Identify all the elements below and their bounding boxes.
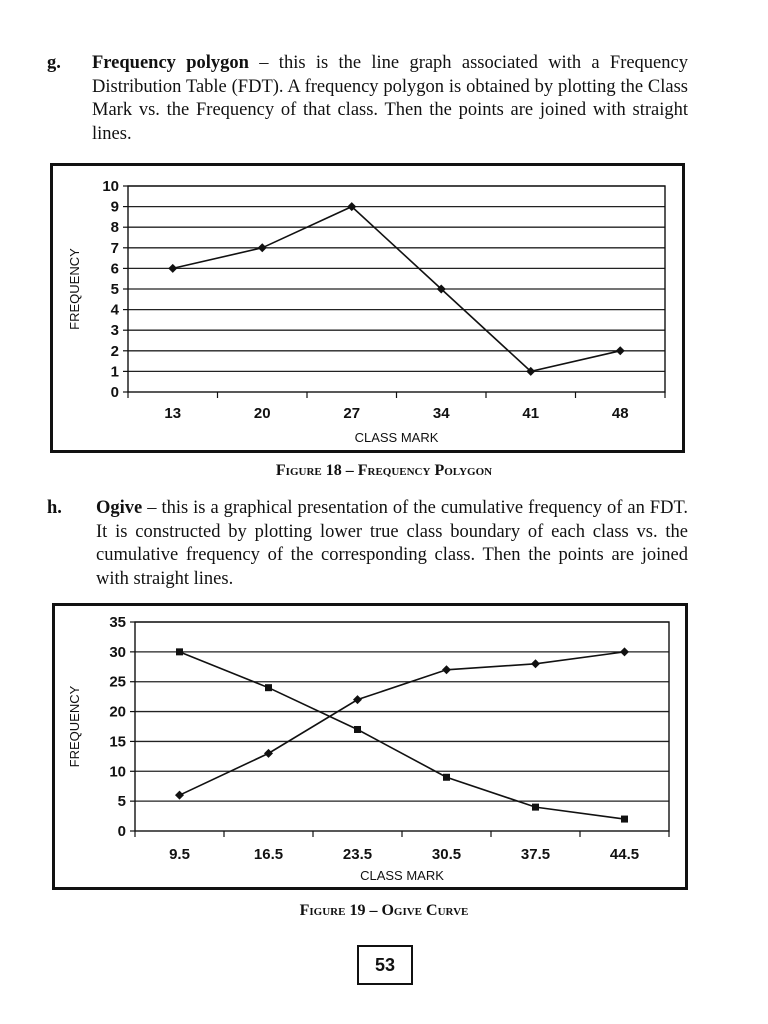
x-tick-label: 23.5 [342, 846, 373, 863]
y-tick-label: 0 [110, 384, 119, 401]
y-tick-label: 30 [109, 643, 126, 661]
section-g [0, 52, 768, 152]
data-point [621, 816, 628, 823]
y-tick-label: 7 [110, 239, 119, 257]
figure-18-caption: Figure 18 – Frequency Polygon [275, 462, 493, 479]
data-point [531, 659, 540, 668]
x-tick-label: 16.5 [253, 846, 284, 863]
x-tick-label: 41 [522, 405, 540, 422]
x-tick-label: 37.5 [520, 846, 551, 863]
x-axis-title: CLASS MARK [360, 868, 444, 883]
y-tick-label: 15 [109, 733, 126, 751]
y-axis-title: FREQUENCY [67, 685, 82, 768]
x-tick-label: 30.5 [431, 846, 462, 863]
data-point [265, 684, 272, 691]
y-tick-label: 35 [109, 614, 126, 631]
y-tick-label: 4 [110, 301, 119, 319]
series-line [180, 652, 625, 819]
section-h-description: – this is a graphical presentation of the cumulative frequency of an FDT. It is constructed by plotting lower true class boundary of each class vs. the cumulative frequency of the corresponding class. Then the points are joined with straight lines. [96, 498, 688, 589]
data-point [616, 346, 625, 355]
x-tick-label: 34 [432, 405, 450, 422]
data-point [264, 749, 273, 758]
x-tick-label: 9.5 [169, 846, 190, 863]
section-h [0, 497, 768, 597]
section-g-term: Frequency polygon [92, 53, 249, 73]
data-point [354, 726, 361, 733]
data-point [532, 804, 539, 811]
y-tick-label: 20 [109, 703, 126, 721]
section-g-marker: g. [47, 53, 61, 73]
figure-19-caption: Figure 19 – Ogive Curve [299, 902, 469, 919]
y-tick-label: 10 [109, 763, 126, 781]
y-tick-label: 8 [110, 219, 119, 237]
figure-19-chart [52, 603, 688, 890]
y-tick-label: 10 [102, 178, 119, 195]
data-point [168, 264, 177, 273]
data-point [443, 774, 450, 781]
y-tick-label: 5 [117, 793, 126, 811]
y-tick-label: 6 [110, 260, 119, 278]
x-tick-label: 27 [343, 405, 361, 422]
figure-18-chart [50, 163, 685, 453]
y-tick-label: 5 [110, 281, 119, 298]
data-point [620, 647, 629, 656]
data-point [175, 791, 184, 800]
x-tick-label: 20 [253, 405, 271, 422]
page-number: 53 [357, 945, 413, 985]
y-tick-label: 9 [110, 198, 119, 216]
section-g-text [92, 52, 688, 146]
y-axis-title: FREQUENCY [67, 248, 82, 330]
section-g-description: – this is the line graph associated with a Frequency Distribution Table (FDT). A frequency polygon is obtained by plotting the Class Mark vs. the Frequency of that class. Then the points are joined with straight lines. [92, 53, 688, 144]
section-h-text [96, 497, 688, 591]
y-tick-label: 3 [110, 322, 119, 340]
x-tick-label: 48 [611, 405, 629, 422]
section-h-term: Ogive [96, 498, 143, 518]
data-point [176, 648, 183, 655]
frequency-polygon-svg [53, 166, 682, 450]
data-point [353, 695, 362, 704]
data-point [258, 243, 267, 252]
series-line [180, 652, 625, 795]
data-point [442, 665, 451, 674]
y-tick-label: 2 [110, 342, 119, 360]
y-tick-label: 25 [109, 673, 126, 691]
section-h-marker: h. [47, 498, 62, 518]
x-tick-label: 13 [164, 405, 182, 422]
ogive-curve-svg [55, 606, 685, 887]
y-tick-label: 0 [117, 823, 126, 840]
plot-area [135, 622, 669, 831]
y-tick-label: 1 [110, 363, 119, 381]
x-tick-label: 44.5 [609, 846, 640, 863]
x-axis-title: CLASS MARK [354, 430, 439, 445]
